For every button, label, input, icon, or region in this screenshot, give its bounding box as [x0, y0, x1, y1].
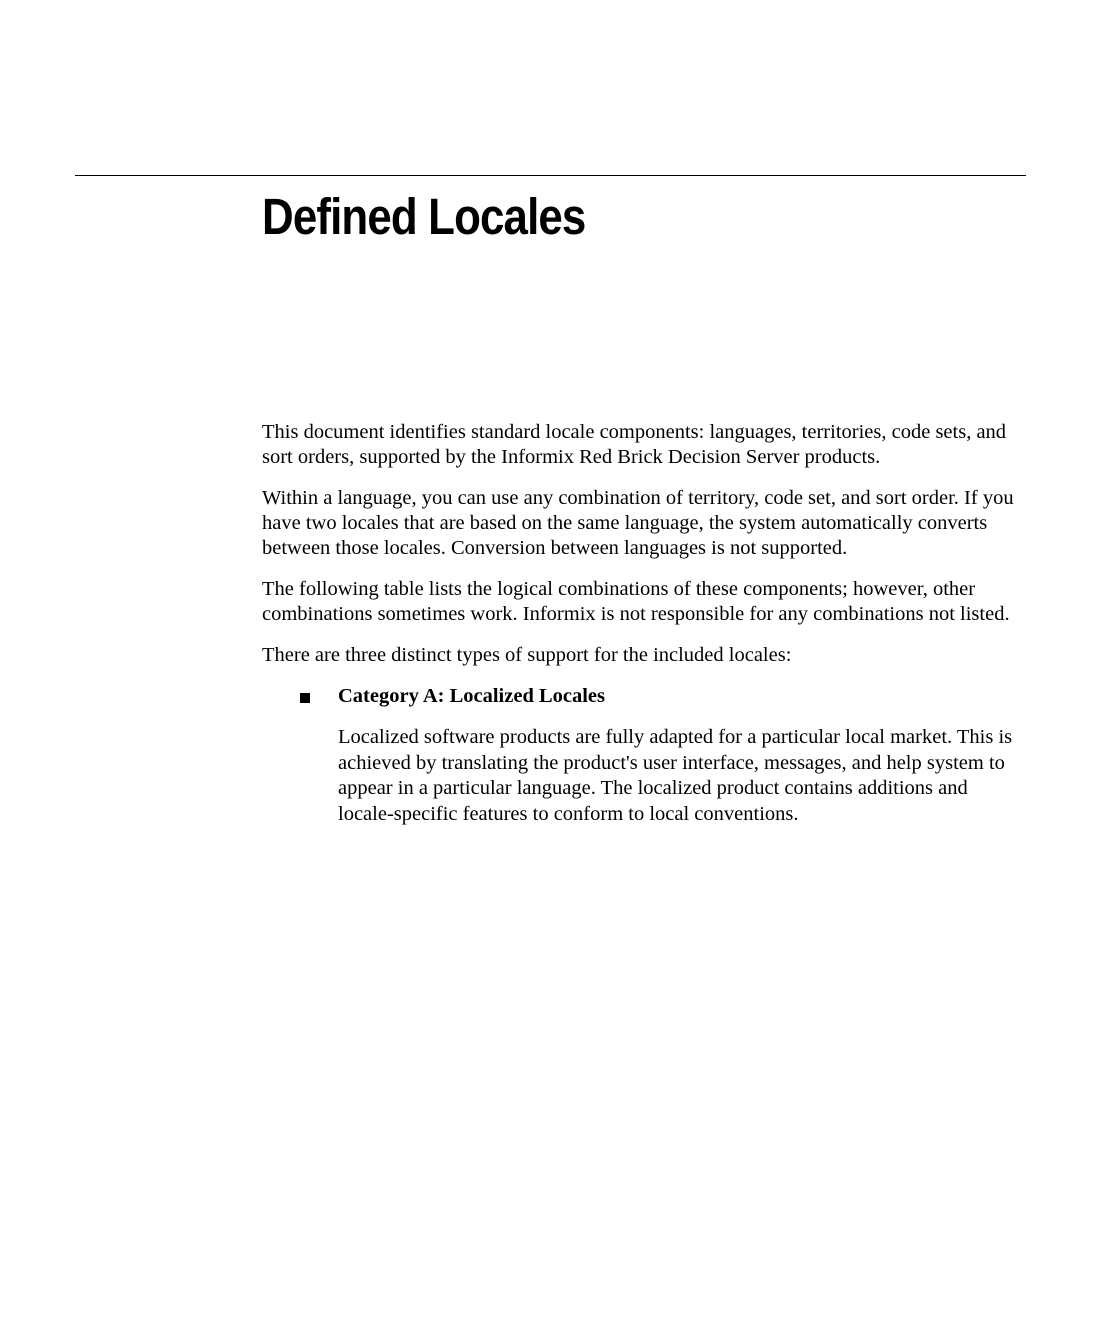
- category-description: Localized software products are fully adapted for a particular local market. This is achieved by translating the product's user interface, messages, and help system to appear in a particular language. The localized product contains additions and locale-specific features to conform to local conventions.: [338, 726, 1013, 825]
- category-heading: Category A: Localized Locales: [338, 685, 606, 707]
- category-list: [262, 684, 1026, 827]
- support-types-paragraph: There are three distinct types of support for the included locales:: [262, 644, 792, 666]
- table-note-paragraph: The following table lists the logical combinations of these components; however, other combinations sometimes work. Informix is not responsible for any combinations not listed.: [262, 578, 1010, 625]
- page-title: Defined Locales: [262, 188, 586, 245]
- document-body: [262, 420, 1026, 843]
- language-combination-paragraph: Within a language, you can use any combination of territory, code set, and sort order. If you have two locales that are based on the same language, the system automatically converts between those locales. Conversion between languages is not supported.: [262, 487, 1014, 559]
- square-bullet-icon: [300, 693, 310, 703]
- list-item: [262, 684, 1026, 827]
- title-rule: [75, 175, 1026, 176]
- intro-paragraph: This document identifies standard locale components: languages, territories, code sets, and sort orders, supported by the Informix Red Brick Decision Server products.: [262, 421, 1007, 468]
